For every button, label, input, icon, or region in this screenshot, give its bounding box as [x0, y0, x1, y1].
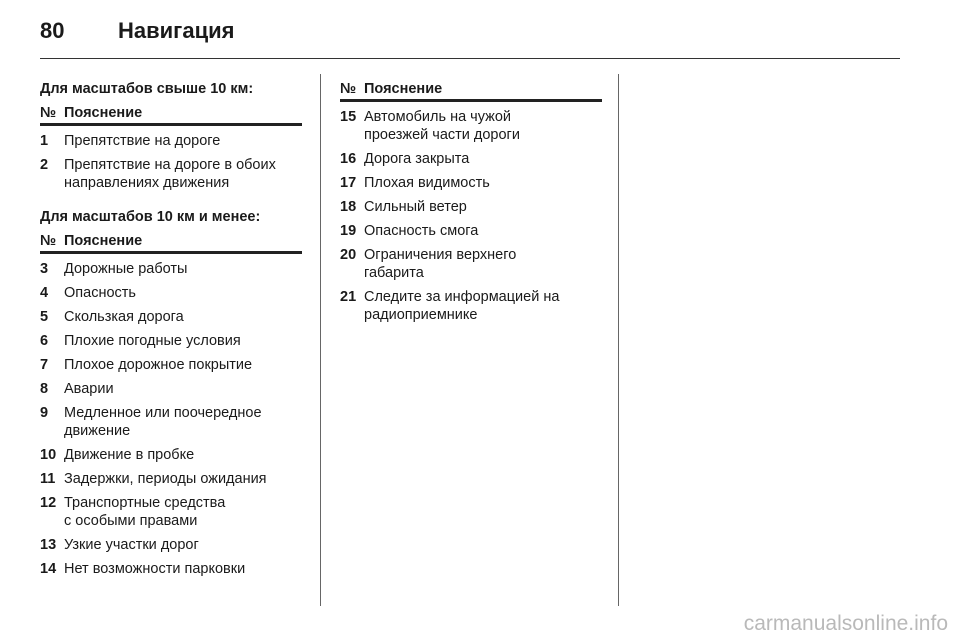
page-title: Навигация — [118, 18, 235, 43]
header-number: № — [40, 105, 57, 121]
row-number: 7 — [40, 357, 49, 373]
column-divider — [618, 74, 619, 606]
row-number: 19 — [340, 223, 357, 239]
row-description: Задержки, периоды ожидания — [64, 471, 267, 487]
row-number: 16 — [340, 151, 357, 167]
table-row — [340, 150, 602, 168]
row-description: Скользкая дорога — [64, 309, 184, 325]
row-description: Следите за информацией на радиоприемнике — [364, 289, 560, 323]
row-number: 14 — [40, 561, 57, 577]
table-row — [340, 222, 602, 240]
row-description: Транспортные средства с особыми правами — [64, 495, 226, 529]
table-body — [40, 260, 302, 578]
table-row — [40, 560, 302, 578]
header-description: Пояснение — [64, 233, 143, 249]
row-number: 11 — [40, 471, 56, 487]
row-description: Препятствие на дороге в обоих направлениях движения — [64, 157, 276, 191]
table-row — [40, 332, 302, 350]
row-number: 10 — [40, 447, 57, 463]
table-row — [40, 284, 302, 302]
row-number: 13 — [40, 537, 57, 553]
table-row — [340, 198, 602, 216]
table-row — [340, 288, 602, 324]
row-number: 2 — [40, 157, 49, 173]
header-number: № — [40, 233, 57, 249]
row-description: Медленное или поочередное движение — [64, 405, 262, 439]
table-row — [40, 494, 302, 530]
row-number: 1 — [40, 133, 49, 149]
row-description: Опасность смога — [364, 223, 479, 239]
row-description: Дорожные работы — [64, 261, 188, 277]
legend-table — [40, 232, 302, 578]
table-row — [40, 156, 302, 192]
left-column — [40, 80, 302, 584]
watermark: carmanualsonline.info — [743, 612, 948, 635]
table-row — [340, 246, 602, 282]
table-body — [340, 108, 602, 324]
row-number: 20 — [340, 247, 357, 263]
page-header — [40, 14, 900, 59]
table-row — [340, 108, 602, 144]
row-number: 5 — [40, 309, 49, 325]
row-description: Плохая видимость — [364, 175, 490, 191]
row-number: 17 — [340, 175, 357, 191]
row-number: 15 — [340, 109, 357, 125]
row-number: 21 — [340, 289, 357, 305]
table-row — [40, 260, 302, 278]
table-row — [40, 308, 302, 326]
row-number: 9 — [40, 405, 49, 421]
page-number: 80 — [40, 18, 65, 43]
row-description: Плохие погодные условия — [64, 333, 241, 349]
row-description: Дорога закрыта — [364, 151, 470, 167]
table-row — [40, 446, 302, 464]
table-header — [340, 80, 602, 102]
row-description: Опасность — [64, 285, 136, 301]
row-number: 4 — [40, 285, 49, 301]
middle-column — [340, 80, 602, 330]
table-row — [40, 132, 302, 150]
section-heading: Для масштабов свыше 10 км: — [40, 81, 254, 97]
row-description: Автомобиль на чужой проезжей части дороги — [364, 109, 520, 143]
row-description: Препятствие на дороге — [64, 133, 221, 149]
row-description: Сильный ветер — [364, 199, 467, 215]
table-header — [40, 104, 302, 126]
row-number: 8 — [40, 381, 49, 397]
column-divider — [320, 74, 321, 606]
row-number: 18 — [340, 199, 357, 215]
row-number: 6 — [40, 333, 49, 349]
legend-table — [40, 104, 302, 192]
row-description: Ограничения верхнего габарита — [364, 247, 517, 281]
row-description: Нет возможности парковки — [64, 561, 246, 577]
legend-table — [340, 80, 602, 324]
row-description: Плохое дорожное покрытие — [64, 357, 253, 373]
table-header — [40, 232, 302, 254]
table-row — [40, 356, 302, 374]
header-number: № — [340, 81, 357, 97]
table-row — [40, 470, 302, 488]
table-row — [40, 380, 302, 398]
row-number: 3 — [40, 261, 49, 277]
table-body — [40, 132, 302, 192]
header-description: Пояснение — [64, 105, 143, 121]
row-description: Движение в пробке — [64, 447, 195, 463]
section-heading: Для масштабов 10 км и менее: — [40, 209, 261, 225]
header-description: Пояснение — [364, 81, 443, 97]
row-description: Аварии — [64, 381, 114, 397]
table-row — [340, 174, 602, 192]
table-row — [40, 536, 302, 554]
table-row — [40, 404, 302, 440]
row-number: 12 — [40, 495, 57, 511]
row-description: Узкие участки дорог — [64, 537, 199, 553]
